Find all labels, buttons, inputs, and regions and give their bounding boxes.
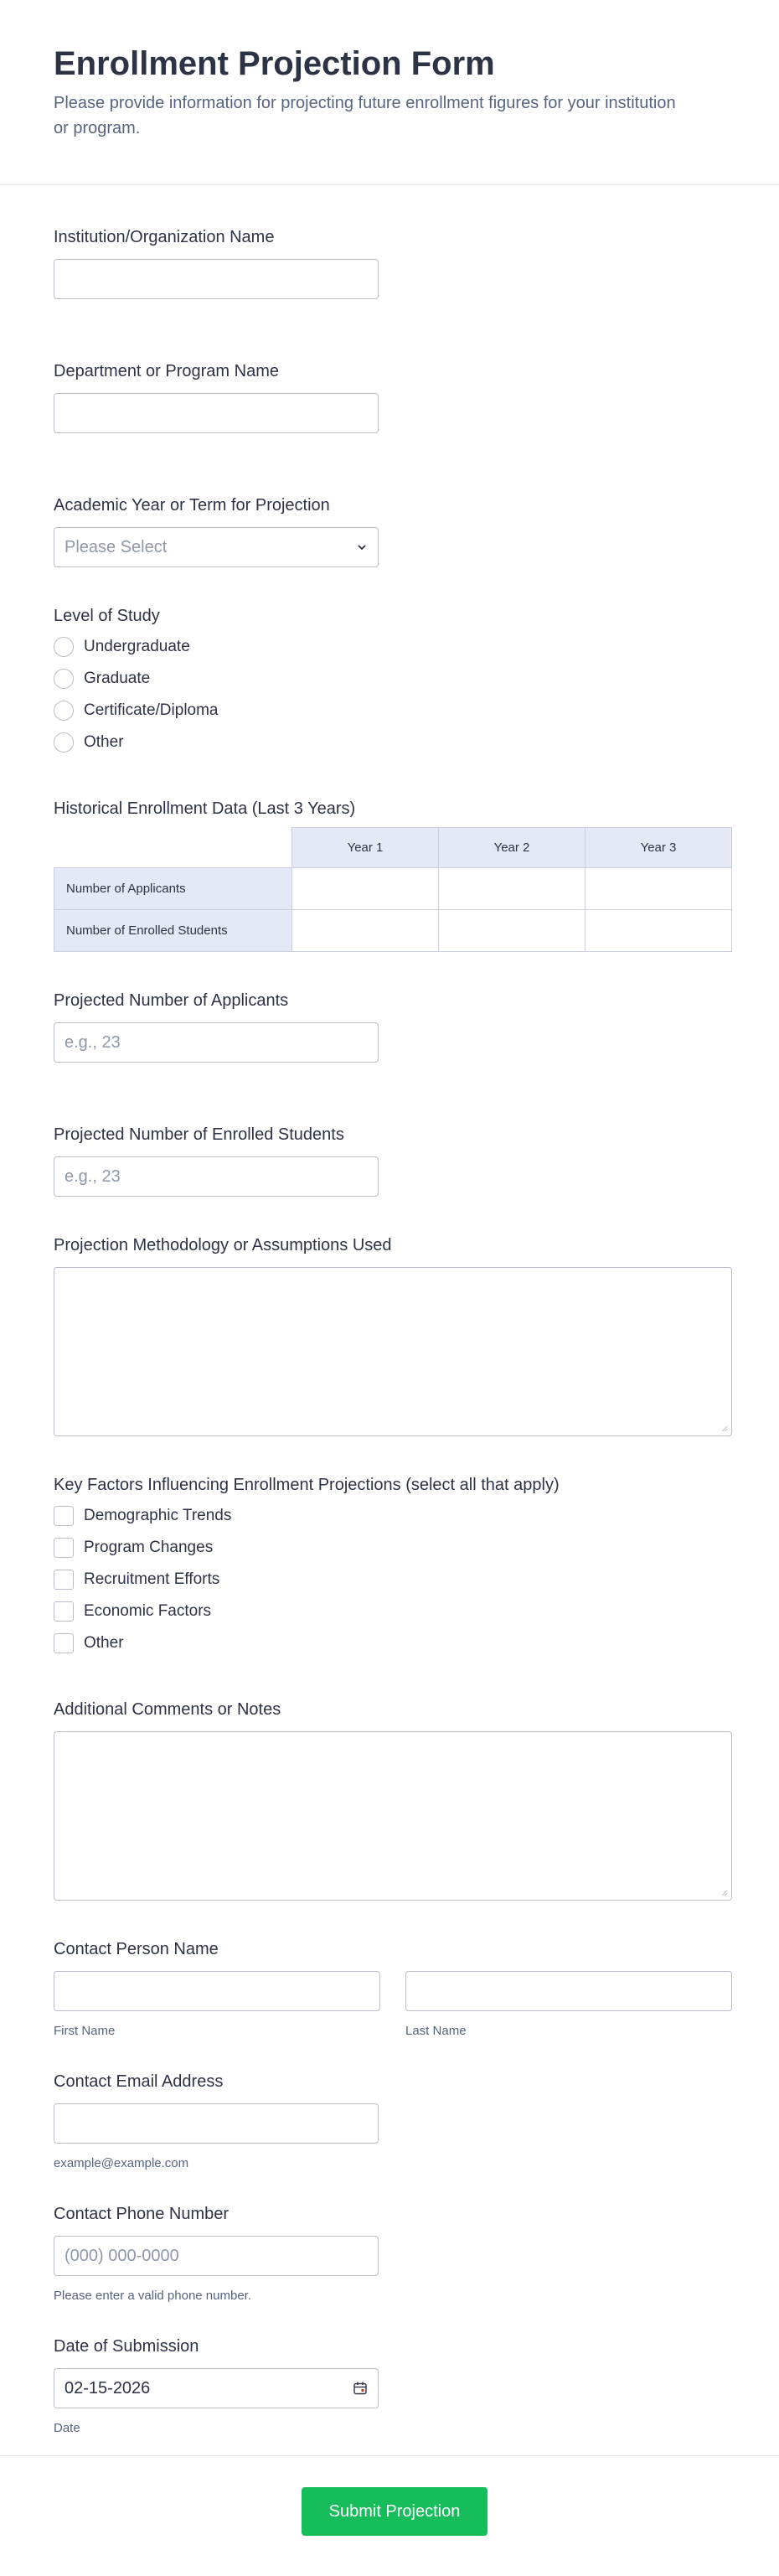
matrix-row-applicants (54, 868, 732, 910)
last-name-input[interactable] (405, 1971, 732, 2011)
academic-year-field (54, 495, 732, 567)
key-factors-options (54, 1500, 732, 1659)
checkbox-option-recruitment[interactable] (54, 1564, 732, 1596)
radio-label: Other (84, 733, 124, 751)
matrix-col-year-3: Year 3 (586, 828, 732, 868)
contact-name-row (54, 1971, 732, 2038)
institution-input[interactable] (54, 259, 379, 299)
radio-circle[interactable] (54, 701, 74, 721)
level-of-study-options (54, 631, 732, 758)
first-name-sublabel: First Name (54, 2024, 116, 2038)
checkbox-option-economic[interactable] (54, 1596, 732, 1627)
radio-label: Certificate/Diploma (84, 701, 219, 719)
matrix-row-label: Number of Enrolled Students (54, 910, 292, 952)
date-field (54, 2336, 732, 2435)
projected-applicants-label: Projected Number of Applicants (54, 991, 289, 1010)
level-of-study-label: Level of Study (54, 607, 160, 625)
institution-field (54, 227, 732, 299)
resize-grip-icon[interactable] (720, 1424, 728, 1432)
matrix-row-enrolled (54, 910, 732, 952)
matrix-cell[interactable] (586, 868, 732, 910)
form-body (0, 227, 779, 2435)
matrix-col-year-1: Year 1 (292, 828, 439, 868)
matrix-cell[interactable] (439, 910, 586, 952)
form-footer (0, 2455, 779, 2576)
contact-name-label: Contact Person Name (54, 1940, 219, 1958)
department-input[interactable] (54, 393, 379, 433)
matrix-col-year-2: Year 2 (439, 828, 586, 868)
checkbox-box[interactable] (54, 1570, 74, 1590)
last-name-col (405, 1971, 732, 2038)
resize-grip-icon[interactable] (720, 1888, 728, 1896)
comments-label: Additional Comments or Notes (54, 1700, 281, 1719)
email-sublabel: example@example.com (54, 2156, 189, 2170)
comments-field (54, 1699, 732, 1901)
checkbox-label: Program Changes (84, 1539, 214, 1556)
submit-button[interactable]: Submit Projection (302, 2487, 488, 2536)
date-label: Date of Submission (54, 2337, 199, 2356)
projected-enrolled-input[interactable] (54, 1156, 379, 1197)
checkbox-box[interactable] (54, 1633, 74, 1653)
radio-circle[interactable] (54, 669, 74, 689)
checkbox-option-demographic[interactable] (54, 1500, 732, 1532)
email-field (54, 2072, 732, 2170)
phone-field (54, 2204, 732, 2303)
methodology-textarea[interactable] (54, 1267, 732, 1436)
first-name-input[interactable] (54, 1971, 380, 2011)
contact-name-field (54, 1939, 732, 2038)
checkbox-label: Recruitment Efforts (84, 1570, 220, 1588)
checkbox-label: Economic Factors (84, 1602, 212, 1620)
form-description: Please provide information for projecting future enrollment figures for your institution or program. (54, 94, 676, 137)
date-input[interactable] (54, 2368, 379, 2408)
form-header (0, 0, 779, 185)
projected-applicants-field (54, 991, 732, 1063)
page-title: Enrollment Projection Form (54, 45, 495, 82)
matrix-cell[interactable] (439, 868, 586, 910)
phone-label: Contact Phone Number (54, 2205, 230, 2223)
checkbox-box[interactable] (54, 1601, 74, 1622)
date-value: 02-15-2026 (64, 2378, 151, 2398)
methodology-field (54, 1235, 732, 1436)
matrix-cell[interactable] (292, 868, 439, 910)
email-input[interactable] (54, 2103, 379, 2144)
level-of-study-field (54, 606, 732, 758)
chevron-down-icon (356, 541, 368, 553)
checkbox-label: Other (84, 1634, 124, 1652)
last-name-sublabel: Last Name (405, 2024, 467, 2038)
radio-option-undergraduate[interactable] (54, 631, 732, 663)
checkbox-option-program[interactable] (54, 1532, 732, 1564)
matrix-header-row (54, 828, 732, 868)
historical-data-matrix (54, 827, 732, 952)
projected-enrolled-field (54, 1125, 732, 1197)
matrix-cell[interactable] (586, 910, 732, 952)
radio-option-certificate[interactable] (54, 695, 732, 727)
academic-year-select[interactable] (54, 527, 379, 567)
projected-enrolled-label: Projected Number of Enrolled Students (54, 1125, 344, 1144)
department-field (54, 361, 732, 433)
phone-sublabel: Please enter a valid phone number. (54, 2289, 251, 2303)
institution-label: Institution/Organization Name (54, 228, 275, 246)
key-factors-label: Key Factors Influencing Enrollment Projections (select all that apply) (54, 1476, 560, 1494)
comments-textarea[interactable] (54, 1731, 732, 1901)
radio-circle[interactable] (54, 637, 74, 657)
phone-input[interactable] (54, 2236, 379, 2276)
matrix-row-label: Number of Applicants (54, 868, 292, 910)
checkbox-box[interactable] (54, 1506, 74, 1526)
key-factors-field (54, 1475, 732, 1659)
radio-label: Graduate (84, 670, 151, 687)
projected-applicants-input[interactable] (54, 1022, 379, 1063)
calendar-icon[interactable] (353, 2381, 368, 2396)
historical-data-field (54, 799, 732, 952)
email-label: Contact Email Address (54, 2072, 224, 2091)
matrix-cell[interactable] (292, 910, 439, 952)
date-sublabel: Date (54, 2421, 80, 2435)
radio-label: Undergraduate (84, 638, 190, 655)
academic-year-selected: Please Select (64, 537, 168, 556)
first-name-col (54, 1971, 380, 2038)
methodology-label: Projection Methodology or Assumptions Used (54, 1236, 392, 1254)
academic-year-label: Academic Year or Term for Projection (54, 496, 330, 515)
radio-circle[interactable] (54, 732, 74, 753)
checkbox-box[interactable] (54, 1538, 74, 1558)
historical-data-label: Historical Enrollment Data (Last 3 Years) (54, 799, 356, 818)
radio-option-other[interactable] (54, 727, 732, 758)
radio-option-graduate[interactable] (54, 663, 732, 695)
checkbox-label: Demographic Trends (84, 1507, 232, 1524)
matrix-corner (54, 828, 292, 868)
checkbox-option-other[interactable] (54, 1627, 732, 1659)
department-label: Department or Program Name (54, 362, 279, 380)
